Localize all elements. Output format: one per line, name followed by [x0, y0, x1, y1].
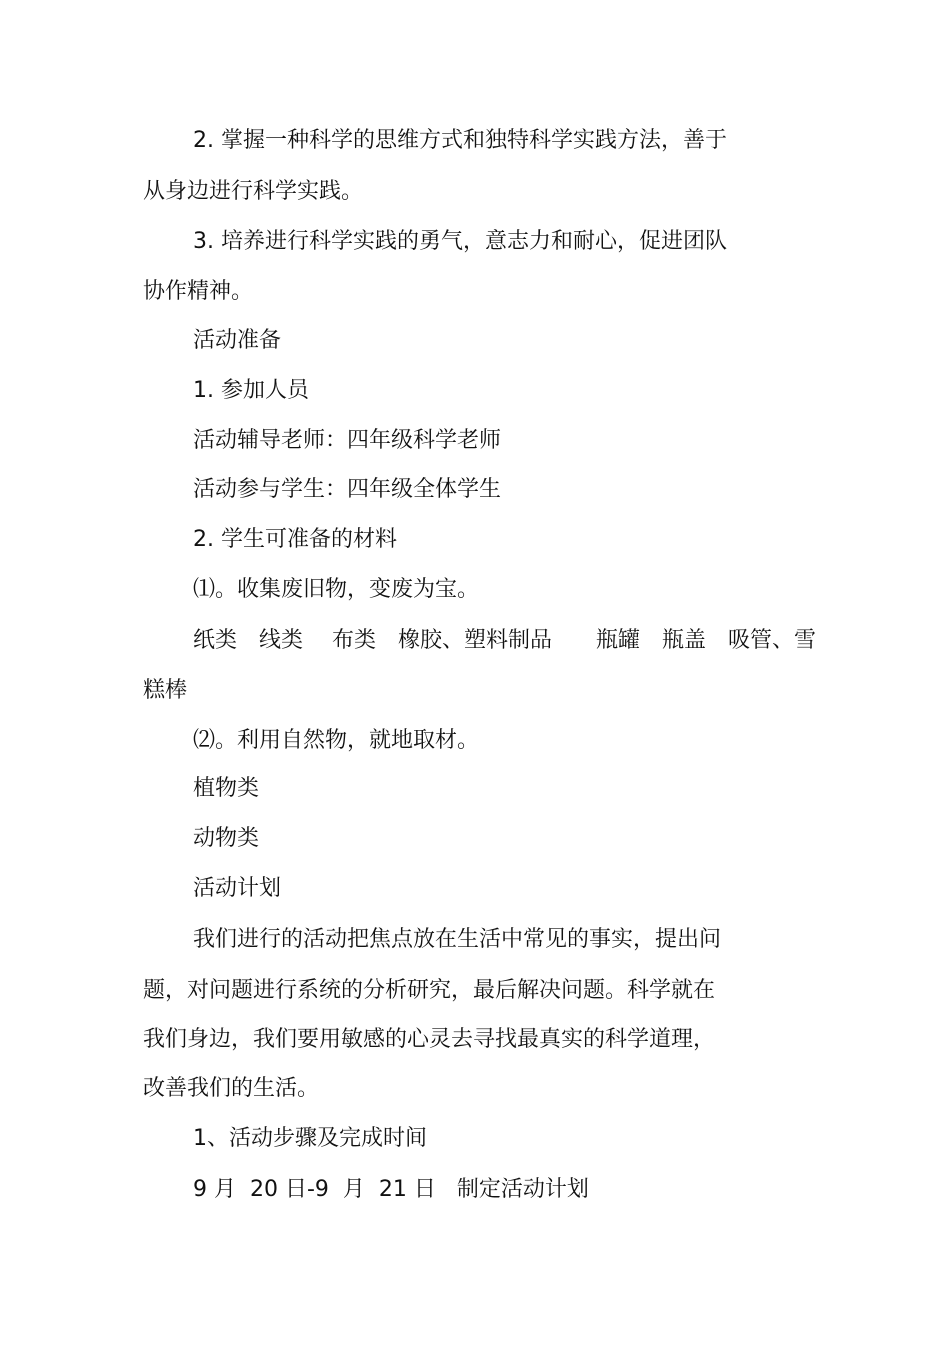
paragraph-plan-cont-3: 改善我们的生活。 [143, 1076, 320, 1101]
schedule-line-1: 9 月 20 日-9 月 21 日 制定活动计划 [193, 1177, 589, 1202]
materials-list-cont: 糕棒 [143, 678, 188, 703]
sub-item-natural: ⑵。利用自然物，就地取材。 [193, 728, 480, 753]
sub-item-recycle: ⑴。收集废旧物，变废为宝。 [193, 577, 480, 602]
paragraph-plan: 我们进行的活动把焦点放在生活中常见的事实，提出问 [193, 927, 722, 952]
line-animals: 动物类 [193, 826, 260, 851]
heading-activity-preparation: 活动准备 [193, 328, 282, 353]
item-participants: 1. 参加人员 [193, 378, 309, 403]
paragraph-plan-cont-2: 我们身边，我们要用敏感的心灵去寻找最真实的科学道理， [143, 1027, 716, 1052]
heading-steps-schedule: 1、活动步骤及完成时间 [193, 1126, 427, 1151]
line-teachers: 活动辅导老师：四年级科学老师 [193, 428, 502, 453]
paragraph-goal-3: 3. 培养进行科学实践的勇气，意志力和耐心，促进团队 [193, 229, 727, 254]
paragraph-goal-2-cont: 从身边进行科学实践。 [143, 179, 364, 204]
materials-list: 纸类 线类 布类 橡胶、塑料制品 瓶罐 瓶盖 吸管、雪 [193, 628, 816, 653]
line-plants: 植物类 [193, 776, 260, 801]
paragraph-goal-2: 2. 掌握一种科学的思维方式和独特科学实践方法，善于 [193, 128, 727, 153]
heading-activity-plan: 活动计划 [193, 876, 282, 901]
item-materials: 2. 学生可准备的材料 [193, 527, 397, 552]
paragraph-plan-cont-1: 题，对问题进行系统的分析研究，最后解决问题。科学就在 [143, 978, 716, 1003]
paragraph-goal-3-cont: 协作精神。 [143, 279, 254, 304]
line-students: 活动参与学生：四年级全体学生 [193, 477, 502, 502]
